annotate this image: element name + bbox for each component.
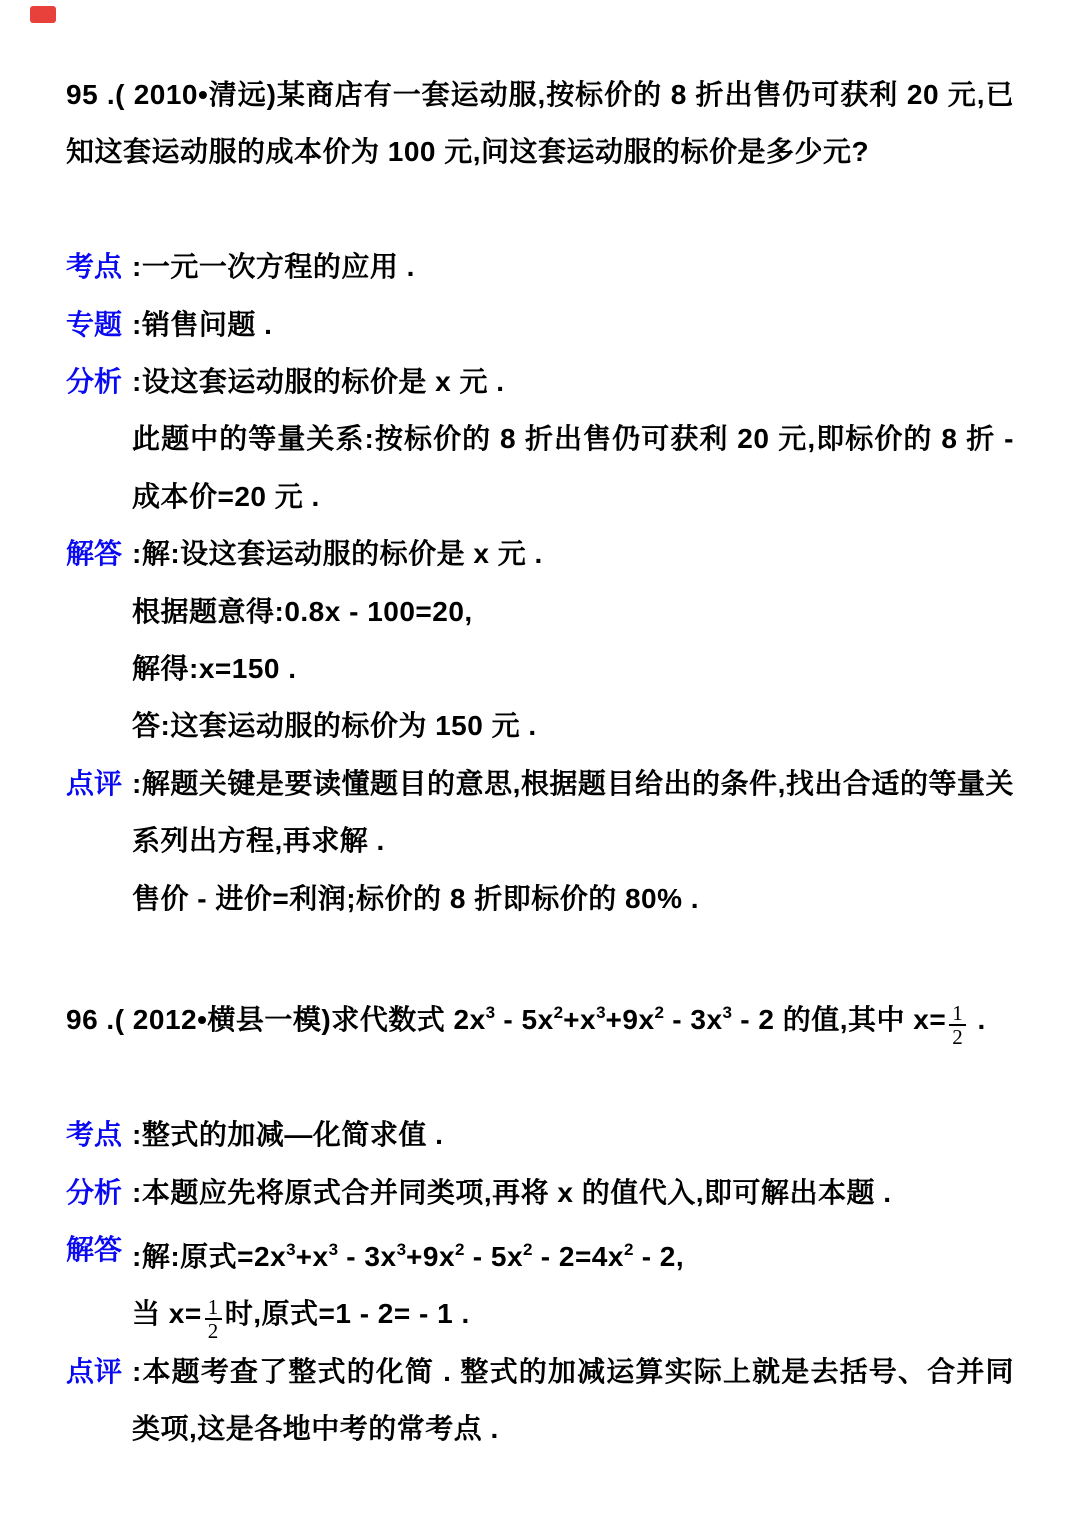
paragraph-line: :本题应先将原式合并同类项,再将 x 的值代入,即可解出本题 . bbox=[132, 1176, 892, 1208]
paragraph-line: 解得:x=150 . bbox=[132, 653, 297, 685]
problem-95-zhuanti-label: 专题 bbox=[66, 308, 123, 340]
superscript-exponent: 2 bbox=[523, 1240, 533, 1260]
superscript-exponent: 3 bbox=[286, 1240, 296, 1260]
superscript-exponent: 3 bbox=[328, 1240, 339, 1260]
problem-96-fenxi-content bbox=[132, 1164, 1014, 1221]
superscript-exponent: 3 bbox=[396, 1240, 407, 1260]
problem-95-kaodian-content bbox=[132, 238, 1014, 295]
problem-96-statement: 96 .( 2012•横县一模)求代数式 $2x^3 - 5x^2+x^3+9x^2 - 3x^3 - 2$ 的值,其中 x= $\frac{1}{2}$ . bbox=[66, 1001, 986, 1050]
paragraph-line: 此题中的等量关系:按标价的 8 折出售仍可获利 20 元,即标价的 8 折 - 成本价=20 元 . bbox=[132, 423, 1014, 512]
paragraph-line: :解题关键是要读懂题目的意思,根据题目给出的条件,找出合适的等量关系列出方程,再求解 . bbox=[132, 767, 1014, 857]
superscript-exponent: 2 bbox=[553, 1003, 564, 1023]
problem-95-zhuanti-content bbox=[132, 296, 1014, 353]
problem-95-dianping bbox=[66, 755, 1014, 927]
problem-95-statement: 95 .( 2010•清远)某商店有一套运动服,按标价的 8 折出售仍可获利 20 元,已知这套运动服的成本价为 100 元,问这套运动服的标价是多少元? bbox=[66, 79, 1014, 168]
problem-95-kaodian bbox=[66, 238, 1014, 295]
problem-96-kaodian bbox=[66, 1106, 1014, 1163]
problem-96-fenxi-label: 分析 bbox=[66, 1176, 123, 1208]
superscript-exponent: 2 bbox=[623, 1240, 634, 1260]
superscript-exponent: 3 bbox=[722, 1003, 732, 1023]
superscript-exponent: 2 bbox=[455, 1240, 465, 1260]
problem-96-jieda bbox=[66, 1221, 1014, 1343]
superscript-exponent: 2 bbox=[654, 1003, 664, 1023]
paragraph-line: 当 x= $\frac{1}{2}$ 时,原式=1 - 2= - 1 . bbox=[132, 1295, 470, 1344]
problem-96-jieda-content bbox=[132, 1221, 1014, 1343]
paragraph-line: :销售问题 . bbox=[132, 308, 273, 340]
superscript-exponent: 3 bbox=[485, 1003, 496, 1023]
paragraph-line: :整式的加减—化简求值 . bbox=[132, 1119, 444, 1151]
problem-96-dianping-label: 点评 bbox=[66, 1355, 123, 1387]
problem-96-dianping-content bbox=[132, 1343, 1014, 1458]
paragraph-line: :解:原式$=2x^3+x^3 - 3x^3+9x^2 - 5x^2 - 2=4x^2 - 2$, bbox=[132, 1240, 685, 1273]
problem-95-dianping-content bbox=[132, 755, 1014, 927]
stacked-fraction bbox=[949, 1002, 966, 1048]
problem-96-jieda-label: 解答 bbox=[66, 1234, 123, 1266]
fraction-numerator: 1 bbox=[205, 1296, 222, 1320]
problem-96-kaodian-content bbox=[132, 1106, 1014, 1163]
problem-95-dianping-label: 点评 bbox=[66, 767, 123, 799]
problem-95-jieda-label: 解答 bbox=[66, 538, 123, 570]
problem-95-fenxi-label: 分析 bbox=[66, 366, 123, 398]
fraction-denominator: 2 bbox=[952, 1025, 964, 1050]
paragraph-line: 售价 - 进价=利润;标价的 8 折即标价的 80% . bbox=[132, 882, 700, 914]
problem-95-fenxi bbox=[66, 353, 1014, 525]
problem-96-dianping bbox=[66, 1343, 1014, 1458]
document-body bbox=[66, 66, 1014, 1458]
paragraph-line: 答:这套运动服的标价为 150 元 . bbox=[132, 710, 537, 742]
problem-95-jieda-content bbox=[132, 525, 1014, 755]
problem-96-fenxi bbox=[66, 1164, 1014, 1221]
problem-95-kaodian-label: 考点 bbox=[66, 251, 123, 283]
red-marker-icon bbox=[30, 6, 56, 23]
problem-95-zhuanti bbox=[66, 296, 1014, 353]
fraction-numerator: 1 bbox=[949, 1002, 966, 1026]
paragraph-line: :解:设这套运动服的标价是 x 元 . bbox=[132, 538, 543, 570]
paragraph-line: 根据题意得:0.8x - 100=20, bbox=[132, 595, 473, 627]
fraction-denominator: 2 bbox=[207, 1319, 219, 1344]
problem-96-kaodian-label: 考点 bbox=[66, 1119, 123, 1151]
superscript-exponent: 3 bbox=[596, 1003, 606, 1023]
paragraph-line: :一元一次方程的应用 . bbox=[132, 251, 415, 283]
problem-95-fenxi-content bbox=[132, 353, 1014, 525]
stacked-fraction bbox=[205, 1296, 222, 1342]
paragraph-line: :本题考查了整式的化简 . 整式的加减运算实际上就是去括号、合并同类项,这是各地中考的常考点 . bbox=[132, 1355, 1014, 1445]
problem-95-jieda bbox=[66, 525, 1014, 755]
paragraph-line: :设这套运动服的标价是 x 元 . bbox=[132, 366, 505, 398]
